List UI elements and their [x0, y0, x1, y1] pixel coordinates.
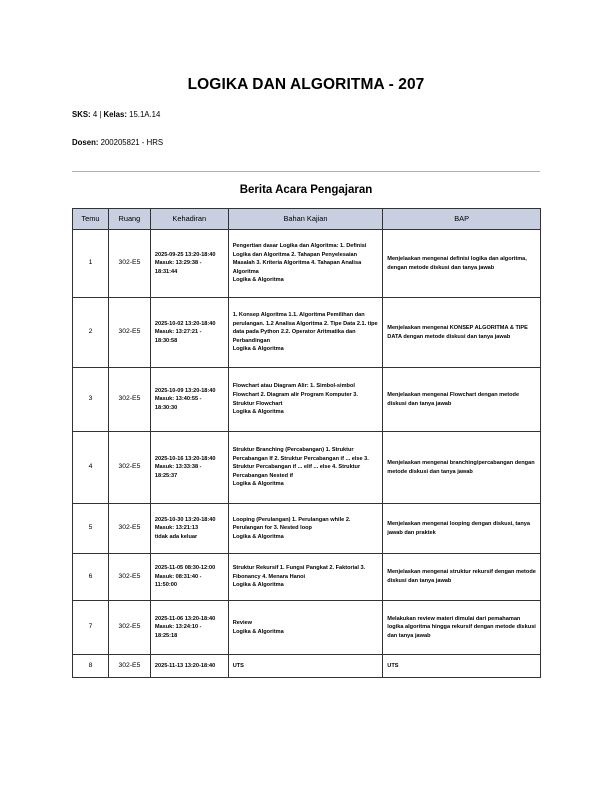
- table-row: [73, 432, 541, 504]
- sks-label: SKS:: [72, 110, 91, 119]
- divider: [72, 171, 540, 172]
- cell-bap: Menjelaskan mengenai Flowchart dengan metode diskusi dan tanya jawab: [383, 368, 541, 432]
- cell-bap: Menjelaskan mengenai branching/percabangan dengan metode diskusi dan tanya jawab: [383, 432, 541, 504]
- kehadiran-line: 2025-11-13 13:20-18:40: [154, 662, 216, 669]
- cell-ruang: 302-E5: [108, 601, 150, 655]
- cell-bap: Menjelaskan mengenai looping dengan diskusi, tanya jawab dan praktek: [383, 504, 541, 554]
- cell-ruang: 302-E5: [108, 504, 150, 554]
- cell-kehadiran: [150, 298, 228, 368]
- bahan-text: Struktur Branching (Percabangan) 1. Struktur Percabangan If 2. Struktur Percabangan if ... else 3. Struktur Percabangan if ... elif ... else 4. Struktur Percabangan Nested if: [232, 446, 369, 479]
- kelas-label: Kelas:: [103, 110, 127, 119]
- cell-bahan-kajian: [228, 432, 383, 504]
- bahan-subject: Logika & Algoritma: [232, 409, 284, 416]
- kehadiran-line: Masuk: 13:24:10 - 18:25:18: [154, 624, 202, 639]
- kehadiran-line: Masuk: 13:40:55 - 18:30:30: [154, 396, 202, 411]
- cell-kehadiran: [150, 655, 228, 678]
- cell-temu: 2: [73, 298, 109, 368]
- kehadiran-line: 2025-10-09 13:20-18:40: [154, 387, 216, 394]
- teaching-record-table: [72, 208, 541, 678]
- table-row: [73, 230, 541, 298]
- cell-ruang: 302-E5: [108, 655, 150, 678]
- header-ruang: Ruang: [108, 209, 150, 230]
- bahan-text: UTS: [232, 662, 244, 669]
- cell-bahan-kajian: [228, 601, 383, 655]
- cell-bap: Menjelaskan mengenai KONSEP ALGORITMA & TIPE DATA dengan metode diskusi dan tanya jawab: [383, 298, 541, 368]
- bahan-subject: Logika & Algoritma: [232, 481, 284, 488]
- kehadiran-line: 2025-10-16 13:20-18:40: [154, 455, 216, 462]
- table-row: [73, 554, 541, 601]
- cell-bap: Menjelaskan mengenai struktur rekursif dengan metode diskusi dan tanya jawab: [383, 554, 541, 601]
- sks-value: 4: [92, 110, 98, 119]
- kehadiran-line: 2025-10-30 13:20-18:40: [154, 516, 216, 523]
- lecturer-meta: [72, 138, 163, 147]
- cell-kehadiran: [150, 554, 228, 601]
- dosen-value: 200205821 - HRS: [100, 138, 164, 147]
- bahan-subject: Logika & Algoritma: [232, 277, 284, 284]
- table-row: [73, 655, 541, 678]
- cell-ruang: 302-E5: [108, 230, 150, 298]
- cell-ruang: 302-E5: [108, 368, 150, 432]
- bahan-text: Review: [232, 619, 252, 626]
- table-row: [73, 298, 541, 368]
- cell-kehadiran: [150, 432, 228, 504]
- bahan-text: Struktur Rekursif 1. Fungsi Pangkat 2. Faktorial 3. Fibonancy 4. Menara Hanoi: [232, 565, 366, 580]
- cell-ruang: 302-E5: [108, 554, 150, 601]
- cell-temu: 8: [73, 655, 109, 678]
- bahan-subject: Logika & Algoritma: [232, 582, 284, 589]
- cell-bahan-kajian: [228, 554, 383, 601]
- header-bahan-kajian: Bahan Kajian: [228, 209, 383, 230]
- cell-temu: 5: [73, 504, 109, 554]
- cell-temu: 3: [73, 368, 109, 432]
- course-title: LOGIKA DAN ALGORITMA - 207: [187, 76, 425, 93]
- kehadiran-line: Masuk: 13:33:38 - 18:25:37: [154, 464, 202, 479]
- kehadiran-line: tidak ada keluar: [154, 533, 198, 540]
- cell-temu: 7: [73, 601, 109, 655]
- table-header-row: [73, 209, 541, 230]
- kehadiran-line: Masuk: 08:31:40 - 11:50:00: [154, 573, 202, 589]
- kehadiran-line: Masuk: 13:27:21 - 18:30:58: [154, 329, 202, 344]
- bahan-subject: Logika & Algoritma: [232, 346, 284, 353]
- bahan-subject: Logika & Algoritma: [232, 533, 284, 540]
- bahan-text: 1. Konsep Algoritma 1.1. Algoritma Pemilihan dan perulangan. 1.2 Analisa Algoritma 2. Tipe Data 2.1. tipe data pada Python 2.2. Operator Aritmatika dan Perbandingan: [232, 311, 378, 344]
- cell-kehadiran: [150, 368, 228, 432]
- header-kehadiran: Kehadiran: [150, 209, 228, 230]
- table-row: [73, 368, 541, 432]
- cell-ruang: 302-E5: [108, 432, 150, 504]
- cell-bahan-kajian: [228, 655, 383, 678]
- kehadiran-line: Masuk: 13:29:38 - 18:31:44: [154, 260, 202, 275]
- kehadiran-line: 2025-09-25 13:20-18:40: [154, 251, 216, 258]
- cell-kehadiran: [150, 230, 228, 298]
- dosen-label: Dosen:: [72, 138, 99, 147]
- section-title: Berita Acara Pengajaran: [239, 184, 373, 196]
- cell-bap: Melakukan review materi dimulai dari pemahaman logika algoritma hingga rekursif dengan metode diskusi dan tanya jawab: [383, 601, 541, 655]
- cell-kehadiran: [150, 504, 228, 554]
- table-row: [73, 504, 541, 554]
- bahan-text: Flowchart atau Diagram Alir: 1. Simbol-simbol Flowchart 2. Diagram alir Program Komputer 3. Struktur Flowchart: [232, 383, 358, 407]
- header-bap: BAP: [383, 209, 541, 230]
- kehadiran-line: 2025-11-05 08:30-12:00: [154, 565, 216, 572]
- bahan-text: Looping (Perulangan) 1. Perulangan while 2. Perulangan for 3. Nested loop: [232, 516, 351, 532]
- cell-kehadiran: [150, 601, 228, 655]
- cell-temu: 1: [73, 230, 109, 298]
- kehadiran-line: Masuk: 13:21:13: [154, 525, 199, 532]
- cell-bahan-kajian: [228, 368, 383, 432]
- course-meta: [72, 110, 160, 119]
- kehadiran-line: 2025-11-06 13:20-18:40: [154, 615, 216, 622]
- bahan-text: Pengertian dasar Logika dan Algoritma: 1. Definisi Logika dan Algoritma 2. Tahapan Penyelesaian Masalah 3. Kriteria Algoritma 4. Tahapan Analisa Algoritma: [232, 242, 367, 275]
- meta-separator: |: [99, 110, 102, 119]
- bahan-subject: Logika & Algoritma: [232, 628, 284, 635]
- cell-bap: UTS: [383, 655, 541, 678]
- kelas-value: 15.1A.14: [129, 110, 161, 119]
- kehadiran-line: 2025-10-02 13:20-18:40: [154, 320, 216, 327]
- cell-ruang: 302-E5: [108, 298, 150, 368]
- cell-bahan-kajian: [228, 504, 383, 554]
- cell-bahan-kajian: [228, 298, 383, 368]
- cell-bap: Menjelaskan mengenai definisi logika dan algoritma, dengan metode diskusi dan tanya jawab: [383, 230, 541, 298]
- table-row: [73, 601, 541, 655]
- cell-temu: 6: [73, 554, 109, 601]
- cell-temu: 4: [73, 432, 109, 504]
- cell-bahan-kajian: [228, 230, 383, 298]
- header-temu: Temu: [73, 209, 109, 230]
